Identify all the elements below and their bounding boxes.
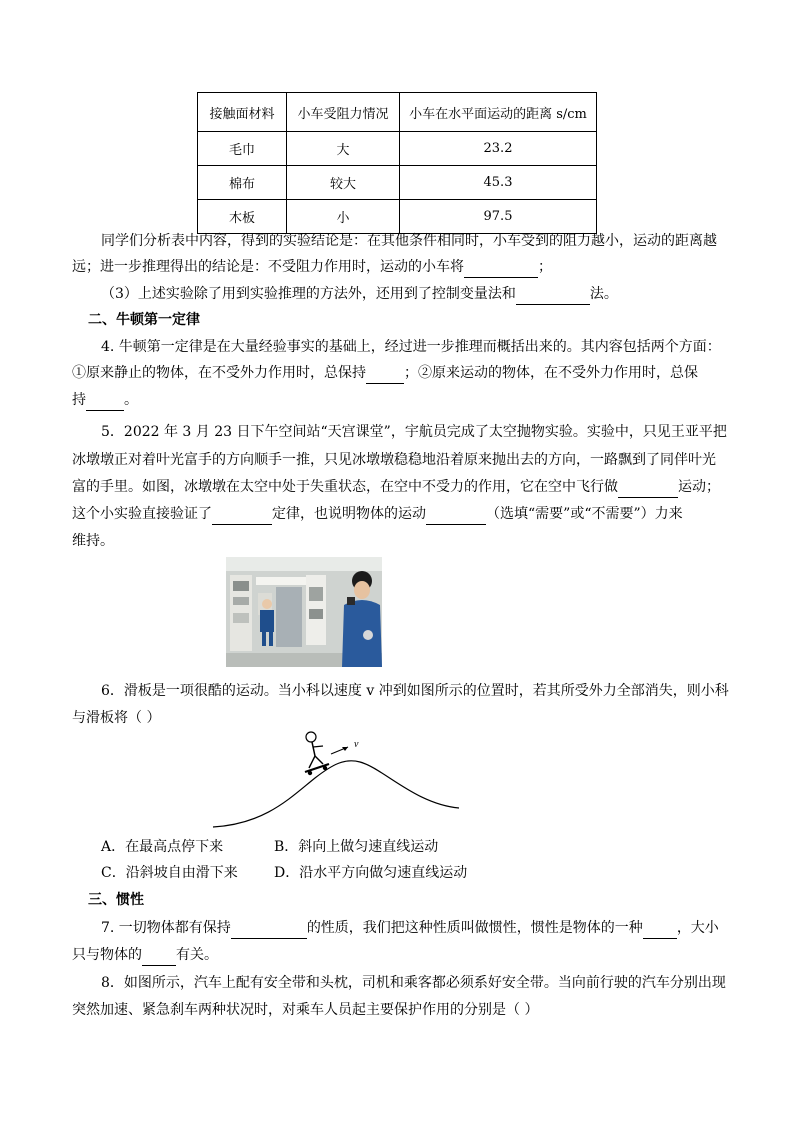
velocity-label: v xyxy=(354,739,359,750)
section-heading: 三、惯性 xyxy=(88,892,144,908)
table-cell: 97.5 xyxy=(400,200,597,234)
text: 同学们分析表中内容，得到的实验结论是：在其他条件相同时，小车受到的阻力越小，运动的距离越 xyxy=(101,233,717,249)
text: 8．如图所示，汽车上配有安全带和头枕，司机和乘客都必须系好安全带。当向前行驶的汽车分别出现 xyxy=(101,975,726,991)
space-station-illustration xyxy=(226,557,382,667)
answer-blank[interactable] xyxy=(366,367,404,384)
text: （选填“需要”或“不需要”）力来 xyxy=(486,506,683,522)
paragraph-line xyxy=(101,421,727,443)
answer-blank[interactable] xyxy=(643,922,677,939)
text: 远；进一步推理得出的结论是：不受阻力作用时，运动的小车将 xyxy=(72,259,464,275)
table-header-cell: 接触面材料 xyxy=(198,93,287,132)
text: 富的手里。如图，冰墩墩在太空中处于失重状态，在空中不受力的作用，它在空中飞行做 xyxy=(72,479,618,495)
paragraph-line xyxy=(72,503,683,525)
answer-blank[interactable] xyxy=(86,394,124,411)
table-cell: 45.3 xyxy=(400,166,597,200)
text: 的性质，我们把这种性质叫做惯性，惯性是物体的一种 xyxy=(306,920,643,936)
paragraph-line xyxy=(72,362,698,384)
table-row xyxy=(198,132,597,166)
paragraph-line xyxy=(72,944,218,966)
answer-blank[interactable] xyxy=(464,261,538,278)
space-station-photo xyxy=(226,557,382,667)
paragraph-line xyxy=(101,917,719,939)
section-heading: 二、牛顿第一定律 xyxy=(88,312,200,328)
answer-blank[interactable] xyxy=(618,481,678,498)
text: 这个小实验直接验证了 xyxy=(72,506,212,522)
answer-blank[interactable] xyxy=(231,922,307,939)
paragraph-line xyxy=(101,972,726,994)
text: 5．2022 年 3 月 23 日下午空间站“天宫课堂”，宇航员完成了太空抛物实验。实验中，只见王亚平把 xyxy=(101,424,727,440)
text: 6．滑板是一项很酷的运动。当小科以速度 v 冲到如图所示的位置时，若其所受外力全部消失，则小科 xyxy=(101,683,729,699)
table-header-row xyxy=(198,93,597,132)
answer-blank[interactable] xyxy=(426,508,486,525)
experiment-table xyxy=(197,92,597,234)
text: ； xyxy=(538,259,552,275)
option-a[interactable]: A．在最高点停下来 xyxy=(101,839,224,855)
table-row xyxy=(198,166,597,200)
text: 法。 xyxy=(589,286,618,302)
text: 运动； xyxy=(678,479,720,495)
text: 突然加速、紧急刹车两种状况时，对乘车人员起主要保护作用的分别是（ ） xyxy=(72,1002,539,1018)
text: 与滑板将（ ） xyxy=(72,710,161,726)
text: ；②原来运动的物体，在不受外力作用时，总保 xyxy=(404,365,698,381)
option-d[interactable]: D．沿水平方向做匀速直线运动 xyxy=(274,865,468,881)
text: （3）上述实验除了用到实验推理的方法外，还用到了控制变量法和 xyxy=(101,286,516,302)
paragraph-line xyxy=(72,999,538,1021)
text: ①原来静止的物体，在不受外力作用时，总保持 xyxy=(72,365,366,381)
paragraph-line xyxy=(72,530,114,552)
table-cell: 小 xyxy=(287,200,400,234)
answer-blank[interactable] xyxy=(212,508,272,525)
table-cell: 棉布 xyxy=(198,166,287,200)
paragraph-line xyxy=(101,680,729,702)
text: 4. 牛顿第一定律是在大量经验事实的基础上，经过进一步推理而概括出来的。其内容包括两个方面： xyxy=(101,339,721,355)
table-header-cell: 小车受阻力情况 xyxy=(287,93,400,132)
paragraph-line xyxy=(72,389,138,411)
option-c[interactable]: C．沿斜坡自由滑下来 xyxy=(101,865,238,881)
text: 有关。 xyxy=(176,947,218,963)
text: 持 xyxy=(72,392,86,408)
text: 。 xyxy=(124,392,138,408)
text: 定律，也说明物体的运动 xyxy=(272,506,426,522)
paragraph-line xyxy=(72,476,720,498)
option-b[interactable]: B．斜向上做匀速直线运动 xyxy=(274,839,439,855)
table-cell: 大 xyxy=(287,132,400,166)
text: ，大小 xyxy=(676,920,719,936)
table-cell: 23.2 xyxy=(400,132,597,166)
answer-blank[interactable] xyxy=(516,288,590,305)
paragraph-line xyxy=(101,283,618,305)
paragraph-line xyxy=(72,449,716,471)
paragraph-line xyxy=(72,707,160,729)
text: 维持。 xyxy=(72,533,114,549)
table-header-cell: 小车在水平面运动的距离 s/cm xyxy=(400,93,597,132)
table-cell: 毛巾 xyxy=(198,132,287,166)
skateboard-hill-figure xyxy=(205,728,467,830)
text: 7. 一切物体都有保持 xyxy=(101,920,231,936)
text: 冰墩墩正对着叶光富手的方向顺手一推，只见冰墩墩稳稳地沿着原来抛出去的方向，一路飘到了同伴叶光 xyxy=(72,452,716,468)
table-cell: 较大 xyxy=(287,166,400,200)
table-row xyxy=(198,200,597,234)
paragraph-line xyxy=(72,256,552,278)
text: 只与物体的 xyxy=(72,947,142,963)
paragraph-line xyxy=(101,230,717,252)
paragraph-line xyxy=(101,336,721,358)
table-cell: 木板 xyxy=(198,200,287,234)
answer-blank[interactable] xyxy=(142,949,176,966)
